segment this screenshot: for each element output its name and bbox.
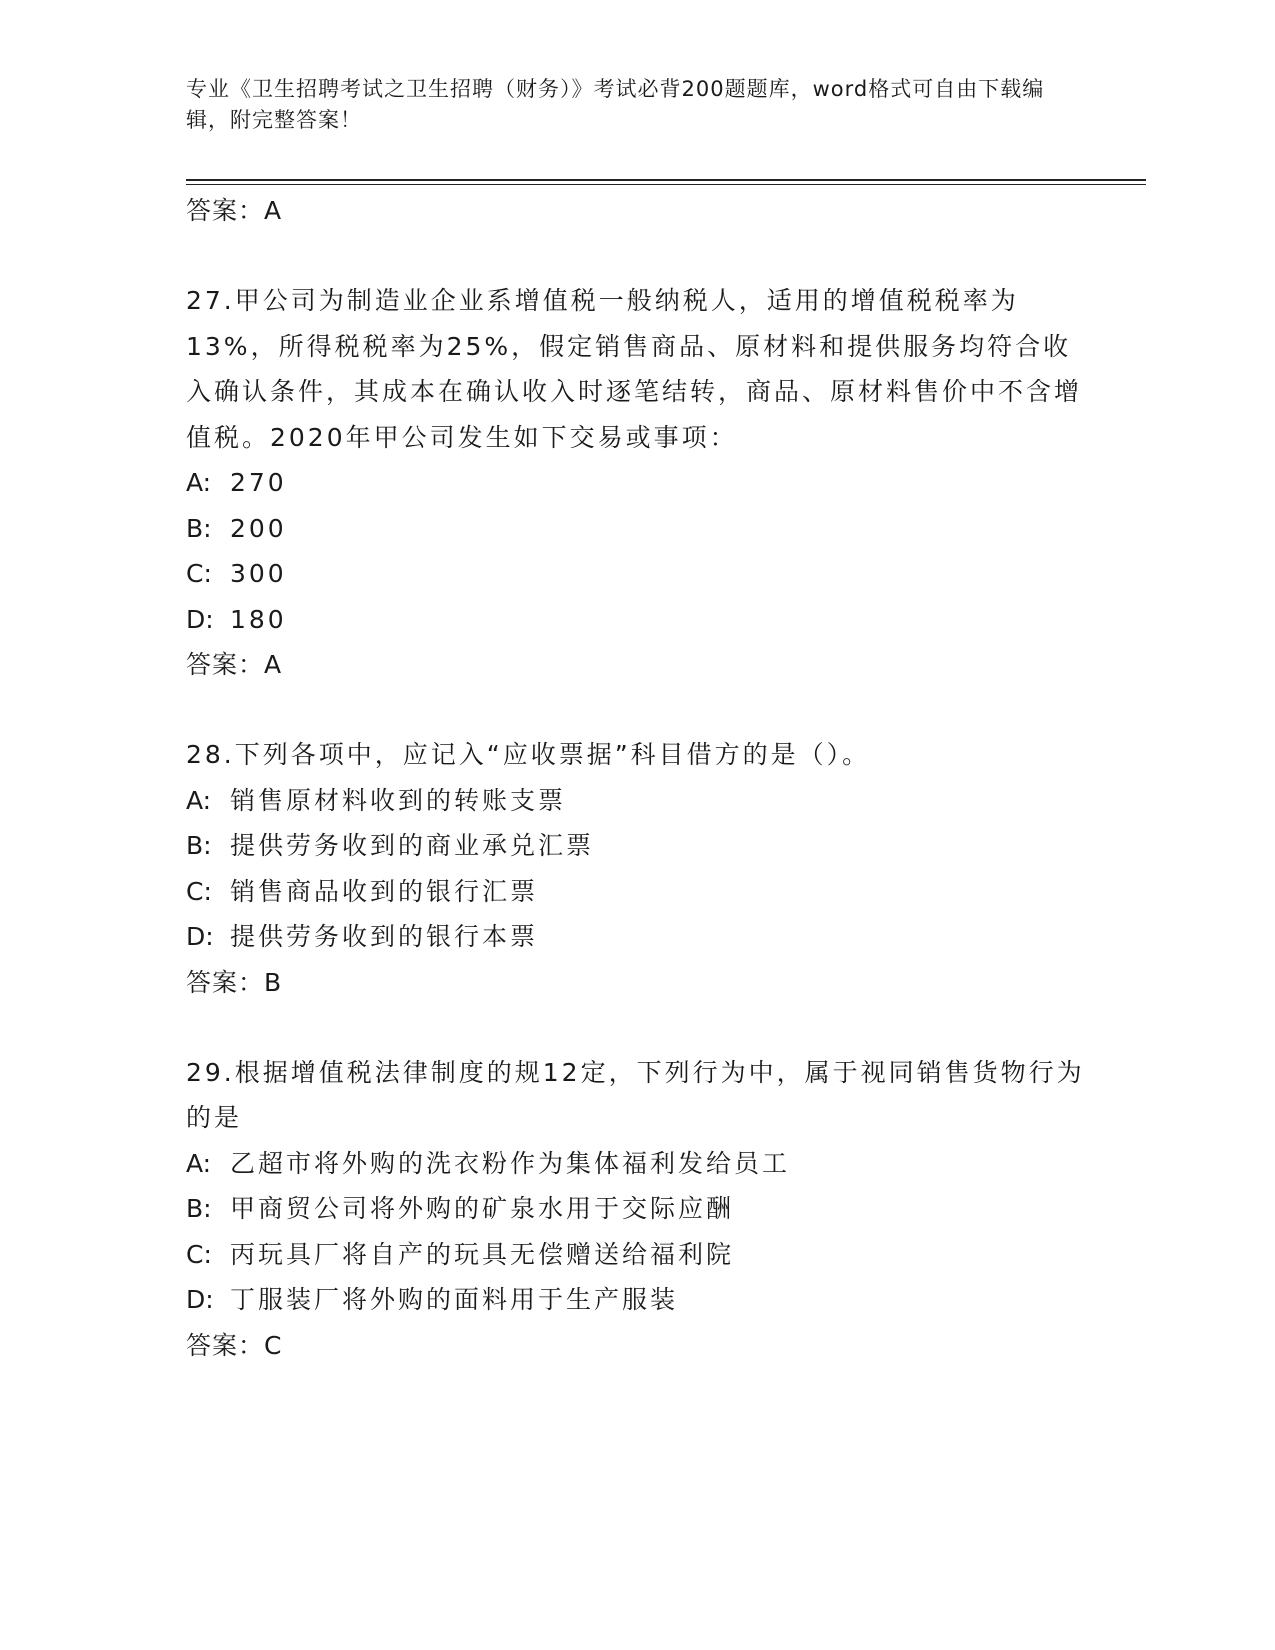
option-text: 丙玩具厂将自产的玩具无偿赠送给福利院 [230, 1239, 735, 1269]
option-text: 销售商品收到的银行汇票 [230, 876, 539, 906]
option-text: 200 [230, 513, 287, 543]
option-text: 180 [230, 604, 287, 634]
block-spacer [186, 688, 1086, 732]
option-row [186, 778, 1086, 824]
option-letter: C: [186, 1239, 212, 1269]
option-row [186, 1277, 1086, 1323]
question-text: 29.根据增值税法律制度的规12定，下列行为中，属于视同销售货物行为的是 [186, 1057, 1085, 1132]
option-letter: B: [186, 513, 212, 543]
option-row [186, 1186, 1086, 1232]
answer-line: 答案：A [186, 650, 283, 679]
option-letter: B: [186, 831, 212, 860]
option-letter: B: [186, 1194, 212, 1223]
option-row [186, 551, 1086, 597]
block-spacer [186, 1006, 1086, 1050]
option-letter: A: [186, 468, 212, 497]
option-row [186, 914, 1086, 960]
option-text: 提供劳务收到的商业承兑汇票 [230, 831, 595, 860]
question-list [186, 188, 1086, 1369]
option-row [186, 1232, 1086, 1278]
option-letter: C: [186, 876, 212, 906]
option-letter: A: [186, 785, 212, 815]
header-rule-thick [186, 179, 1146, 181]
option-text: 销售原材料收到的转账支票 [230, 785, 567, 815]
option-row [186, 823, 1086, 869]
answer-line: 答案：C [186, 1330, 283, 1360]
page-header-title: 专业《卫生招聘考试之卫生招聘（财务）》考试必背200题题库，word格式可自由下载编辑，附完整答案！ [186, 77, 1045, 132]
block-spacer [186, 234, 1086, 278]
question-text: 27.甲公司为制造业企业系增值税一般纳税人，适用的增值税税率为13%，所得税税率为25%，假定销售商品、原材料和提供服务均符合收入确认条件，其成本在确认收入时逐笔结转，商品、原材料售价中不含增值税。2020年甲公司发生如下交易或事项： [186, 286, 1083, 452]
header-rule-thin [186, 184, 1146, 185]
question-block [186, 1050, 1086, 1369]
answer-line: 答案：A [186, 196, 283, 225]
option-row [186, 597, 1086, 643]
option-letter: D: [186, 604, 214, 634]
question-block [186, 732, 1086, 1006]
option-text: 乙超市将外购的洗衣粉作为集体福利发给员工 [230, 1148, 791, 1178]
option-letter: D: [186, 1285, 214, 1314]
answer-line: 答案：B [186, 967, 283, 997]
option-text: 300 [230, 559, 287, 588]
question-text: 28.下列各项中，应记入“应收票据”科目借方的是（）。 [186, 740, 871, 769]
option-letter: C: [186, 559, 212, 588]
question-block [186, 278, 1086, 688]
option-text: 丁服装厂将外购的面料用于生产服装 [230, 1285, 679, 1314]
option-letter: D: [186, 922, 214, 951]
option-text: 甲商贸公司将外购的矿泉水用于交际应酬 [230, 1194, 735, 1223]
option-row [186, 869, 1086, 915]
option-text: 提供劳务收到的银行本票 [230, 922, 539, 951]
option-text: 270 [230, 468, 287, 497]
option-letter: A: [186, 1148, 212, 1178]
option-row [186, 1141, 1086, 1187]
option-row [186, 460, 1086, 506]
option-row [186, 506, 1086, 552]
